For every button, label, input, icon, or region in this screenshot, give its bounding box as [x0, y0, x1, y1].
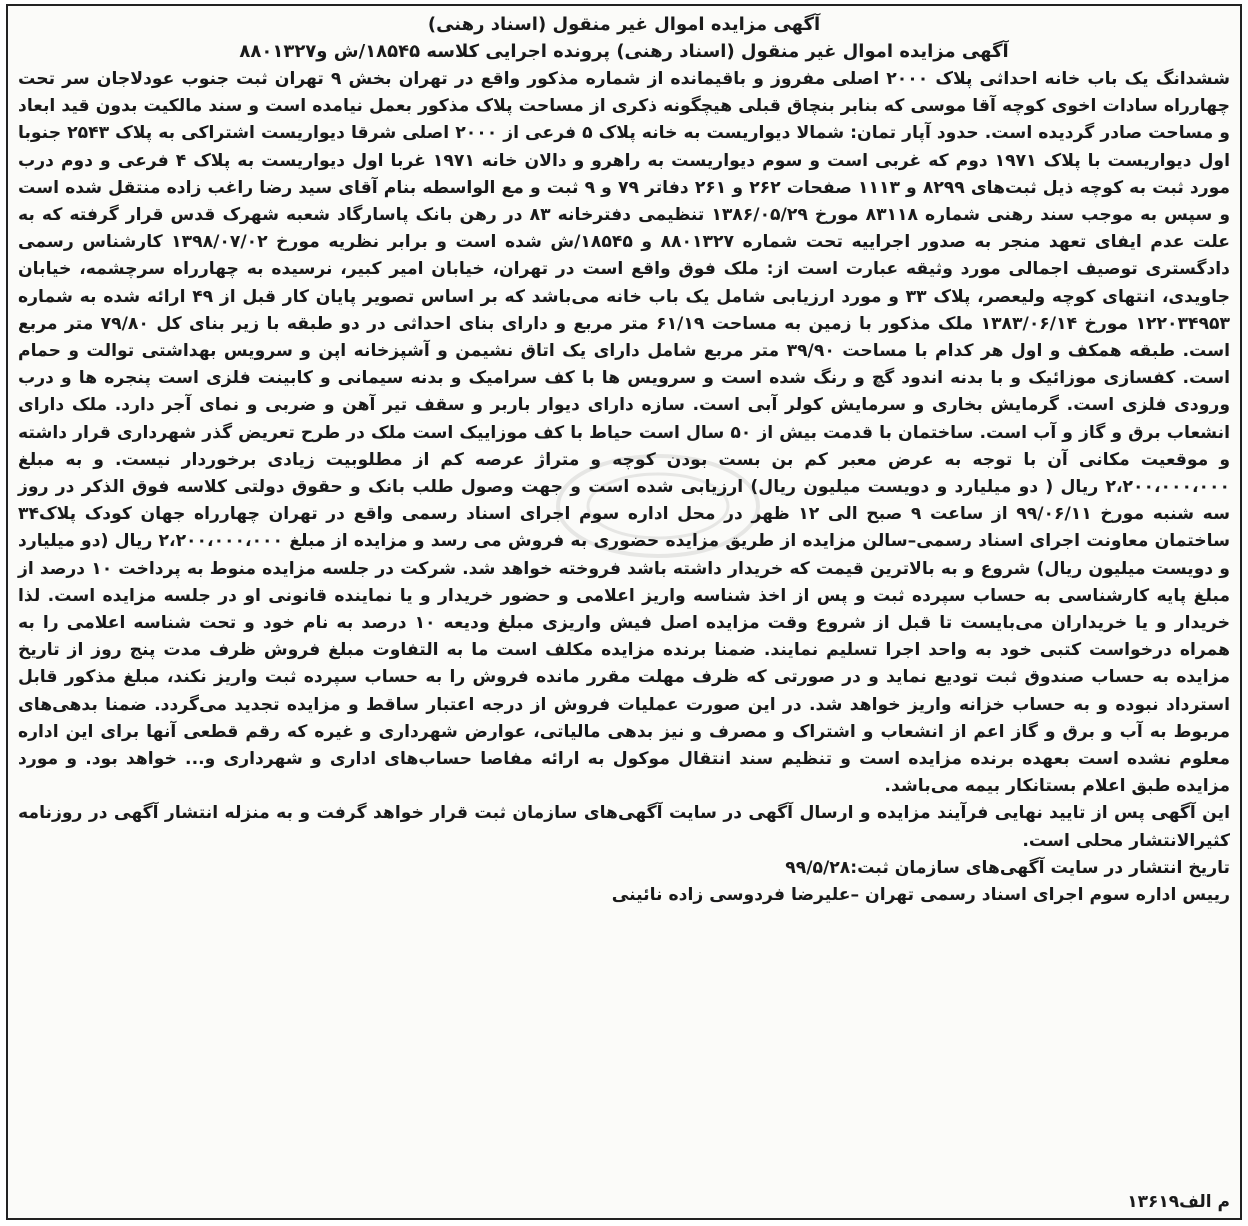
signature: رییس اداره سوم اجرای اسناد رسمی تهران –علیرضا فردوسی زاده نائینی: [611, 885, 1230, 906]
notice-closing-paragraph: این آگهی پس از تایید نهایی فرآیند مزایده و ارسال آگهی در سایت آگهی‌های سازمان ثبت قرار خواهد گرفت و به منزله انتشار آگهی در روزنامه کثیرالانتشار محلی است.: [18, 803, 1230, 851]
notice-body-paragraph: ششدانگ یک باب خانه احداثی پلاک ۲۰۰۰ اصلی مفروز و باقیمانده از شماره مذکور واقع در تهران بخش ۹ تهران ثبت جنوب عودلاجان سر تحت چهارراه سادات اخوی کوچه آقا موسی که بنابر بنچاق قبلی هیچگونه ذکری از مساحت پلاک مذکور بعمل نیامده است و سند مالکیت بدون قید ابعاد و مساحت صادر گردیده است. حدود آپار تمان: شمالا دیواریست به خانه پلاک ۵ فرعی از ۲۰۰۰ اصلی شرقا دیواریست اشتراکی به پلاک ۲۵۴۳ جنوبا اول دیواریست با پلاک ۱۹۷۱ دوم که غربی است و سوم دیواریست به راهرو و دالان خانه ۱۹۷۱ غربا اول دیواریست به پلاک ۴ فرعی و دوم درب مورد ثبت به کوچه ذیل ثبت‌های ۸۲۹۹ و ۱۱۱۳ صفحات ۲۶۲ و ۲۶۱ دفاتر ۷۹ و ۹ ثبت و مع الواسطه بنام آقای سید رضا راغب زاده منتقل شده است و سپس به موجب سند رهنی شماره ۸۳۱۱۸ مورخ ۱۳۸۶/۰۵/۲۹ تنظیمی دفترخانه ۸۳ در رهن بانک پاسارگاد شعبه شهرک قدس قرار گرفته که به علت عدم ایفای تعهد منجر به صدور اجراییه تحت شماره ۸۸۰۱۳۲۷ و ۱۸۵۴۵/ش شده است و برابر نظریه مورخ ۱۳۹۸/۰۷/۰۲ کارشناس رسمی دادگستری توصیف اجمالی مورد وثیقه عبارت است از: ملک فوق واقع است در تهران، خیابان امیر کبیر، نرسیده به چهارراه سرچشمه، خیابان جاویدی، انتهای کوچه ولیعصر، پلاک ۳۳ و مورد ارزیابی شامل یک باب خانه می‌باشد که بر اساس تصویر پایان کار قبل از ۴۹ ارائه شده به شماره ۱۲۲۰۳۴۹۵۳ مورخ ۱۳۸۳/۰۶/۱۴ ملک مذکور با زمین به مساحت ۶۱/۱۹ متر مربع و دارای بنای احداثی در دو طبقه با زیر بنای کل ۷۹/۸۰ متر مربع است. طبقه همکف و اول هر کدام با مساحت ۳۹/۹۰ متر مربع شامل دارای یک اتاق نشیمن و آشپزخانه اپن و سرویس بهداشتی توالت و حمام است. کفسازی موزائیک و با بدنه اندود گچ و رنگ شده است و سرویس ها با کف سرامیک و بدنه سیمانی و کابینت فلزی است پنجره ها و درب ورودی فلزی است. گرمایش بخاری و سرمایش کولر آبی است. سازه دارای دیوار باربر و سقف تیر آهن و ضربی و نمای آجر دارد. ملک دارای انشعاب برق و گاز و آب است. ساختمان با قدمت بیش از ۵۰ سال است حیاط با کف موزاییک است ملک در طرح تعریض گذر شهرداری قرار داشته و موقعیت مکانی آن با توجه به عرض معبر کم بن بست بودن کوچه و متراژ عرصه کم از مطلوبیت زیادی برخوردار نیست. و به مبلغ ۲،۲۰۰،۰۰۰،۰۰۰ ریال ( دو میلیارد و دویست میلیون ریال) ارزیابی شده است و جهت وصول طلب بانک و حقوق دولتی کلاسه فوق الذکر در روز سه شنبه مورخ ۹۹/۰۶/۱۱ از ساعت ۹ صبح الی ۱۲ ظهر در محل اداره سوم اجرای اسناد رسمی واقع در تهران چهارراه جهان کودک پلاک۳۴ ساختمان معاونت اجرای اسناد رسمی–سالن مزایده از طریق مزایده حضوری به فروش می رسد و مزایده از مبلغ ۲،۲۰۰،۰۰۰،۰۰۰ ریال (دو میلیارد و دویست میلیون ریال) شروع و به بالاترین قیمت که خریدار داشته باشد فروخته خواهد شد. شرکت در جلسه مزایده منوط به پرداخت ۱۰ درصد از مبلغ پایه کارشناسی به حساب سپرده ثبت و پس از اخذ شناسه واریز اعلامی و حضور خریدار و یا نماینده قانونی او در جلسه مزایده است. لذا خریدار و یا خریداران می‌بایست تا قبل از شروع وقت مزایده اصل فیش واریزی مبلغ ودیعه ۱۰ درصد به نام خود و تحت شناسه اعلامی را به همراه درخواست کتبی خود به واحد اجرا تسلیم نمایند. ضمنا برنده مزایده مکلف است ما به التفاوت مبلغ فروش ظرف مدت پنج روز از تاریخ مزایده به حساب صندوق ثبت تودیع نماید و در صورتی که ظرف مهلت مقرر مانده فروش را به حساب سپرده ثبت واریز نکند، مبلغ مذکور قابل استرداد نبوده و به حساب خزانه واریز خواهد شد. در این صورت عملیات فروش از درجه اعتبار ساقط و مزایده تجدید می‌گردد. ضمنا بدهی‌های مربوط به آب و برق و گاز اعم از انشعاب و اشتراک و مصرف و نیز بدهی مالیاتی، عوارض شهرداری و غیره که رقم قطعی آنها برای این اداره معلوم نشده است بعهده برنده مزایده است و تنظیم سند انتقال موکول به ارائه مفاصا حساب‌های اداری و شهرداری و... خواهد بود. و مورد مزایده طبق اعلام بستانکار بیمه می‌باشد.: [18, 69, 1231, 797]
notice-page: [6, 4, 1242, 1220]
notice-title: آگهی مزایده اموال غیر منقول (اسناد رهنی): [427, 14, 821, 35]
publish-date: تاریخ انتشار در سایت آگهی‌های سازمان ثبت:۹۹/۵/۲۸: [785, 857, 1230, 878]
notice-subtitle: آگهی مزایده اموال غیر منقول (اسناد رهنی) پرونده اجرایی کلاسه ۱۸۵۴۵/ش و۸۸۰۱۳۲۷: [239, 41, 1009, 62]
reference-code: م الف۱۳۶۱۹: [1127, 1192, 1230, 1212]
